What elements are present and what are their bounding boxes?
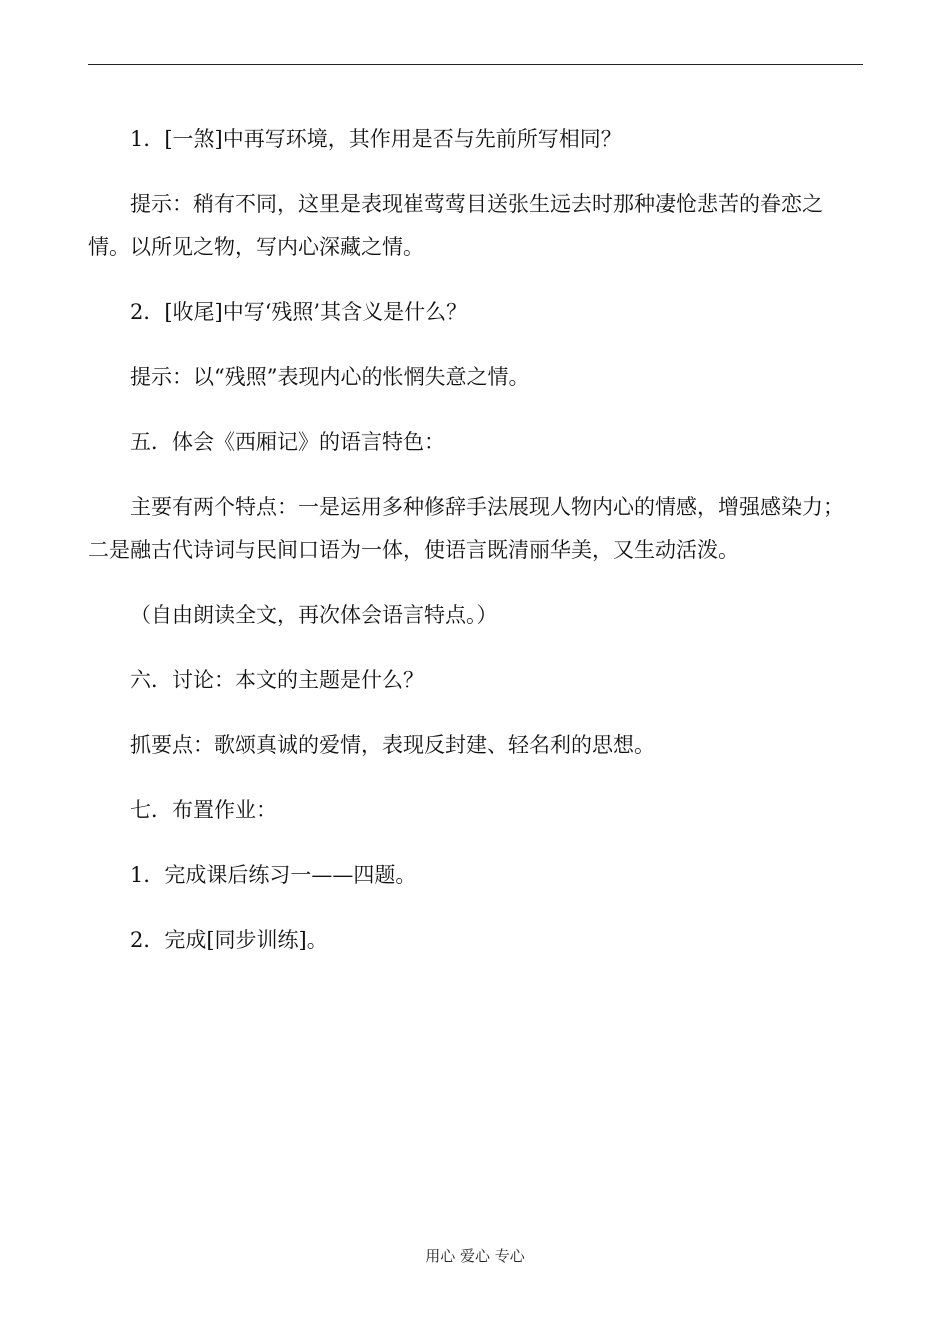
document-body <box>88 118 863 984</box>
hint-2: 提示：以“残照”表现内心的怅惘失意之情。 <box>130 365 530 389</box>
question-2: 2．[收尾]中写‘残照’其含义是什么？ <box>130 300 468 324</box>
homework-2: 2．完成[同步训练]。 <box>130 928 328 952</box>
hint-1: 提示：稍有不同，这里是表现崔莺莺目送张生远去时那种凄怆悲苦的眷恋之情。以所见之物，写内心深藏之情。 <box>88 192 823 259</box>
section-5-heading: 五．体会《西厢记》的语言特色： <box>130 430 445 454</box>
homework-1: 1．完成课后练习一——四题。 <box>130 863 417 887</box>
question-1: 1．[一煞]中再写环境，其作用是否与先前所写相同？ <box>130 127 622 151</box>
header-rule <box>88 64 863 65</box>
section-6-body: 抓要点：歌颂真诚的爱情，表现反封建、轻名利的思想。 <box>130 733 655 757</box>
page-footer: 用心 爱心 专心 <box>425 1247 525 1265</box>
section-5-body: 主要有两个特点：一是运用多种修辞手法展现人物内心的情感，增强感染力；二是融古代诗词与民间口语为一体，使语言既清丽华美，又生动活泼。 <box>88 495 844 562</box>
section-6-heading: 六．讨论：本文的主题是什么？ <box>130 668 424 692</box>
section-7-heading: 七．布置作业： <box>130 798 277 822</box>
reading-note: （自由朗读全文，再次体会语言特点。） <box>130 603 498 627</box>
